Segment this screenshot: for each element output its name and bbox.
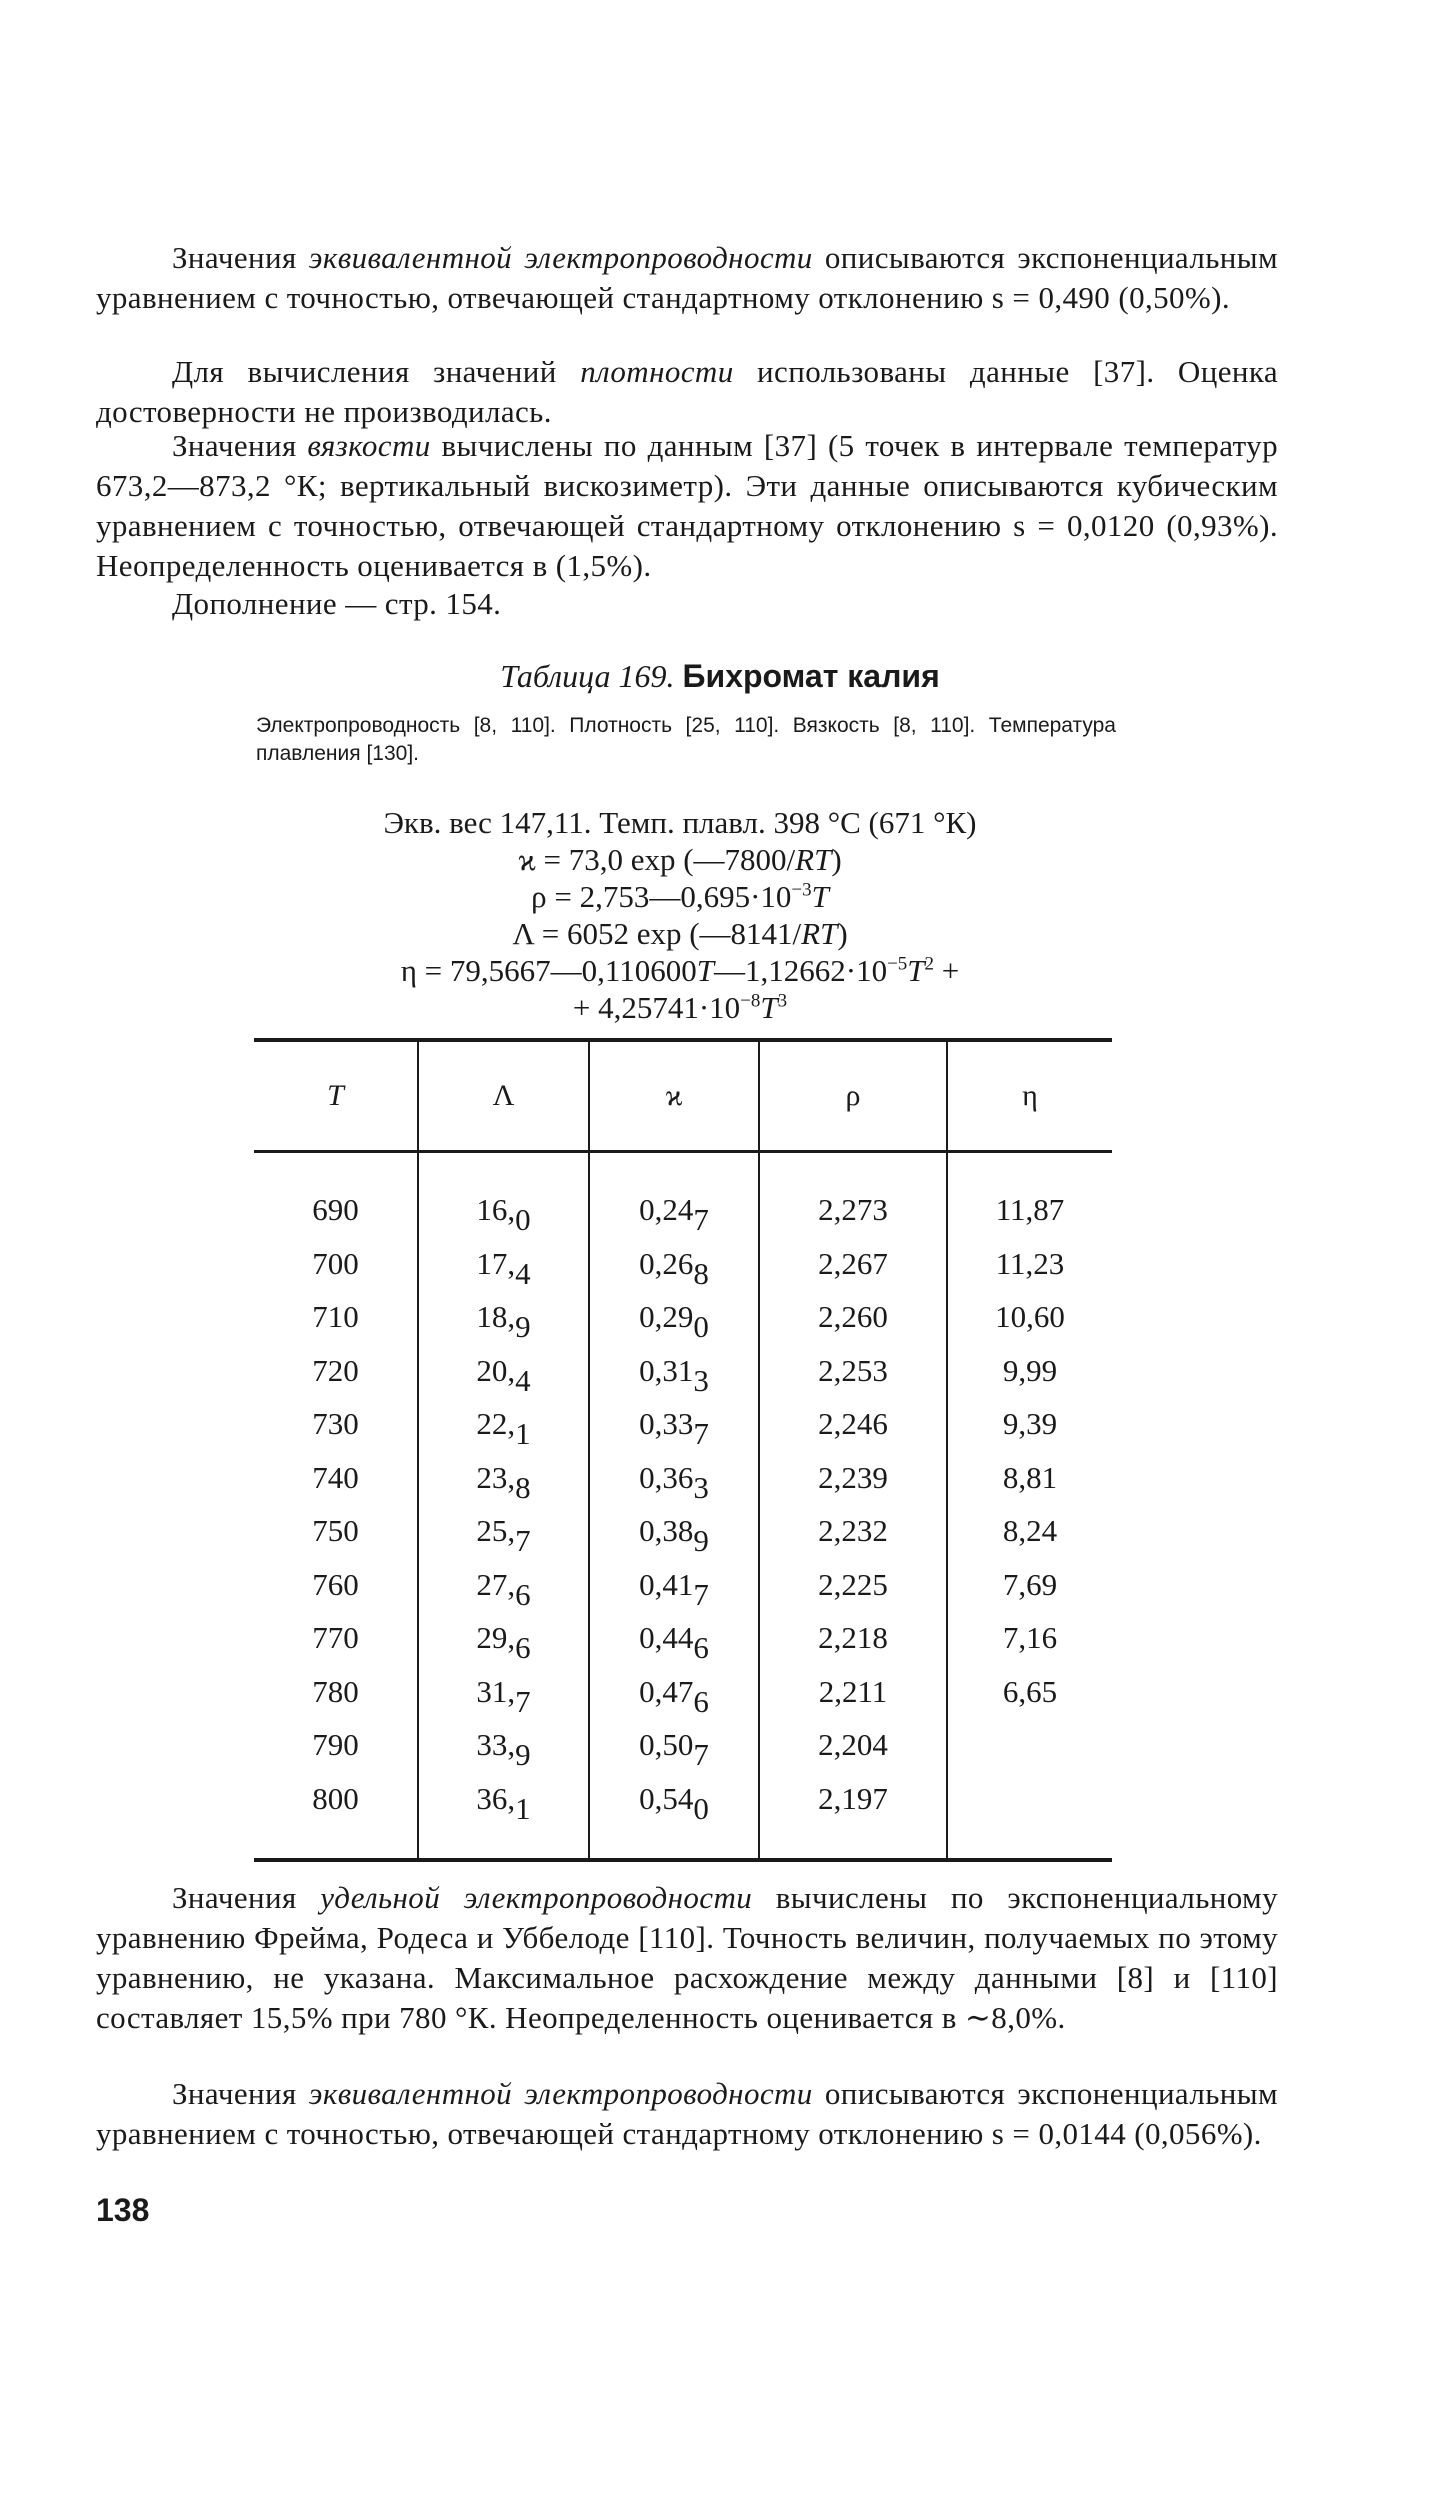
cell-specific-conductivity: $0,44_6$	[639, 1620, 709, 1665]
cell-equivalent-conductivity: $16,_0$	[476, 1192, 531, 1237]
cell-density: 2,211	[818, 1673, 888, 1709]
cell-viscosity: 8,81	[1002, 1459, 1058, 1495]
table-title: Таблица 169. Бихромат калия	[500, 658, 940, 694]
cell-equivalent-conductivity: $33,_9$	[476, 1727, 531, 1772]
cell-temperature: 710	[312, 1299, 359, 1334]
cell-specific-conductivity: $0,54_0$	[639, 1780, 709, 1826]
column-header-temperature: T	[327, 1079, 344, 1112]
cell-density: 2,239	[818, 1459, 888, 1495]
cell-equivalent-conductivity: $23,_8$	[476, 1459, 531, 1505]
cell-viscosity: 11,23	[995, 1245, 1065, 1281]
cell-temperature: 700	[312, 1245, 359, 1281]
formula-equivalent-weight: Экв. вес 147,11. Темп. плавл. 398 °С (671 °К)	[383, 805, 977, 840]
cell-density: 2,218	[818, 1620, 888, 1655]
cell-viscosity: 7,69	[1002, 1566, 1058, 1602]
cell-temperature: 770	[312, 1620, 359, 1655]
cell-temperature: 690	[312, 1192, 359, 1227]
cell-specific-conductivity: $0,24_7$	[639, 1192, 709, 1237]
table-references: Электропроводность [8, 110]. Плотность [25, 110]. Вязкость [8, 110]. Температура плавления [130].	[256, 714, 1116, 765]
cell-specific-conductivity: $0,31_3$	[639, 1352, 709, 1398]
column-header-viscosity: η	[1022, 1079, 1038, 1112]
cell-equivalent-conductivity: $20,_4$	[476, 1352, 531, 1398]
paragraph-specific-conductivity: Значения удельной электропроводности вычислены по экспоненциальному уравнению Фрейма, Родеса и Уббелоде [110]. Точность величин, получаемых по этому уравнению, не указана. Максимальное расхождение между данными [8] и [110] составляет 15,5% при 780 °К. Неопределенность оценивается в ∼8,0%.	[96, 1880, 1278, 2035]
cell-viscosity: 9,39	[1002, 1406, 1058, 1441]
cell-density: 2,260	[818, 1299, 888, 1334]
formula-rho: $\rho = 2,753—0,695\cdot 10^{-3}T$	[531, 879, 829, 914]
cell-equivalent-conductivity: $31,_7$	[476, 1673, 531, 1719]
cell-equivalent-conductivity: $18,_9$	[476, 1299, 531, 1344]
cell-specific-conductivity: $0,41_7$	[639, 1566, 709, 1612]
cell-temperature: 780	[312, 1673, 359, 1709]
formula-kappa: ϰ = 73,0 exp (—7800/RT)	[518, 842, 842, 877]
cell-specific-conductivity: $0,38_9$	[639, 1513, 709, 1558]
cell-viscosity: 7,16	[1002, 1620, 1058, 1655]
cell-density: 2,267	[818, 1245, 888, 1281]
cell-viscosity: 10,60	[995, 1299, 1065, 1334]
cell-temperature: 740	[312, 1459, 359, 1495]
cell-equivalent-conductivity: $29,_6$	[476, 1620, 531, 1665]
cell-viscosity: 9,99	[1002, 1352, 1058, 1388]
formula-lambda: Λ = 6052 exp (—8141/RT)	[512, 916, 848, 951]
cell-density: 2,197	[818, 1780, 888, 1816]
cell-equivalent-conductivity: $25,_7$	[476, 1513, 531, 1558]
cell-temperature: 760	[312, 1566, 359, 1602]
paragraph-equivalent-conductivity: Значения эквивалентной электропроводности описываются экспоненциальным уравнением с точностью, отвечающей стандартному отклонению s = 0,490 (0,50%).	[96, 240, 1279, 315]
cell-equivalent-conductivity: $17,_4$	[476, 1245, 531, 1291]
cell-density: 2,246	[818, 1406, 888, 1441]
cell-specific-conductivity: $0,47_6$	[639, 1673, 709, 1719]
cell-specific-conductivity: $0,50_7$	[639, 1727, 709, 1772]
paragraph-addendum: Дополнение — стр. 154.	[172, 586, 502, 621]
paragraph-viscosity: Значения вязкости вычислены по данным [37] (5 точек в интервале температур 673,2—873,2 °К; вертикальный вискозиметр). Эти данные описываются кубическим уравнением с точностью, отвечающей стандартному отклонению s = 0,0120 (0,93%). Неопределенность оценивается в (1,5%).	[96, 428, 1278, 583]
cell-specific-conductivity: $0,33_7$	[639, 1406, 709, 1451]
cell-equivalent-conductivity: $22,_1$	[476, 1406, 531, 1451]
cell-viscosity: 6,65	[1002, 1673, 1058, 1709]
table-top-rule	[254, 1038, 1112, 1042]
cell-temperature: 730	[312, 1406, 359, 1441]
page-number: 138	[96, 2192, 150, 2228]
cell-specific-conductivity: $0,26_8$	[639, 1245, 709, 1291]
table-bottom-rule	[254, 1858, 1112, 1862]
paragraph-equivalent-conductivity-2: Значения эквивалентной электропроводности описываются экспоненциальным уравнением с точностью, отвечающей стандартному отклонению s = 0,0144 (0,056%).	[96, 2076, 1279, 2151]
cell-specific-conductivity: $0,36_3$	[639, 1459, 709, 1505]
cell-temperature: 720	[312, 1352, 359, 1388]
cell-viscosity: 8,24	[1002, 1513, 1058, 1548]
cell-equivalent-conductivity: $36,_1$	[476, 1780, 531, 1826]
cell-temperature: 790	[312, 1727, 359, 1762]
column-header-specific-conductivity: ϰ	[665, 1079, 683, 1112]
cell-equivalent-conductivity: $27,_6$	[476, 1566, 531, 1612]
paragraph-density: Для вычисления значений плотности использованы данные [37]. Оценка достоверности не производилась.	[96, 354, 1278, 429]
cell-density: 2,204	[818, 1727, 888, 1762]
cell-density: 2,273	[818, 1192, 888, 1227]
column-header-equivalent-conductivity: Λ	[492, 1079, 515, 1112]
column-header-density: ρ	[845, 1079, 861, 1112]
cell-temperature: 800	[312, 1780, 359, 1816]
formula-eta-line2: + $4,25741\cdot 10^{-8}T^3$	[572, 990, 788, 1025]
cell-density: 2,225	[818, 1566, 888, 1602]
cell-temperature: 750	[312, 1513, 359, 1548]
cell-density: 2,232	[818, 1513, 888, 1548]
table-formulas	[240, 804, 1120, 1026]
formula-eta-line1: $\eta = 79,5667—0,110600T—1,12662\cdot 10^{-5}T^2$ +	[400, 953, 960, 988]
cell-viscosity: 11,87	[995, 1192, 1065, 1227]
column-divider	[946, 1042, 948, 1858]
cell-specific-conductivity: $0,29_0$	[639, 1299, 709, 1344]
cell-density: 2,253	[818, 1352, 888, 1388]
table-header-rule	[254, 1150, 1112, 1153]
